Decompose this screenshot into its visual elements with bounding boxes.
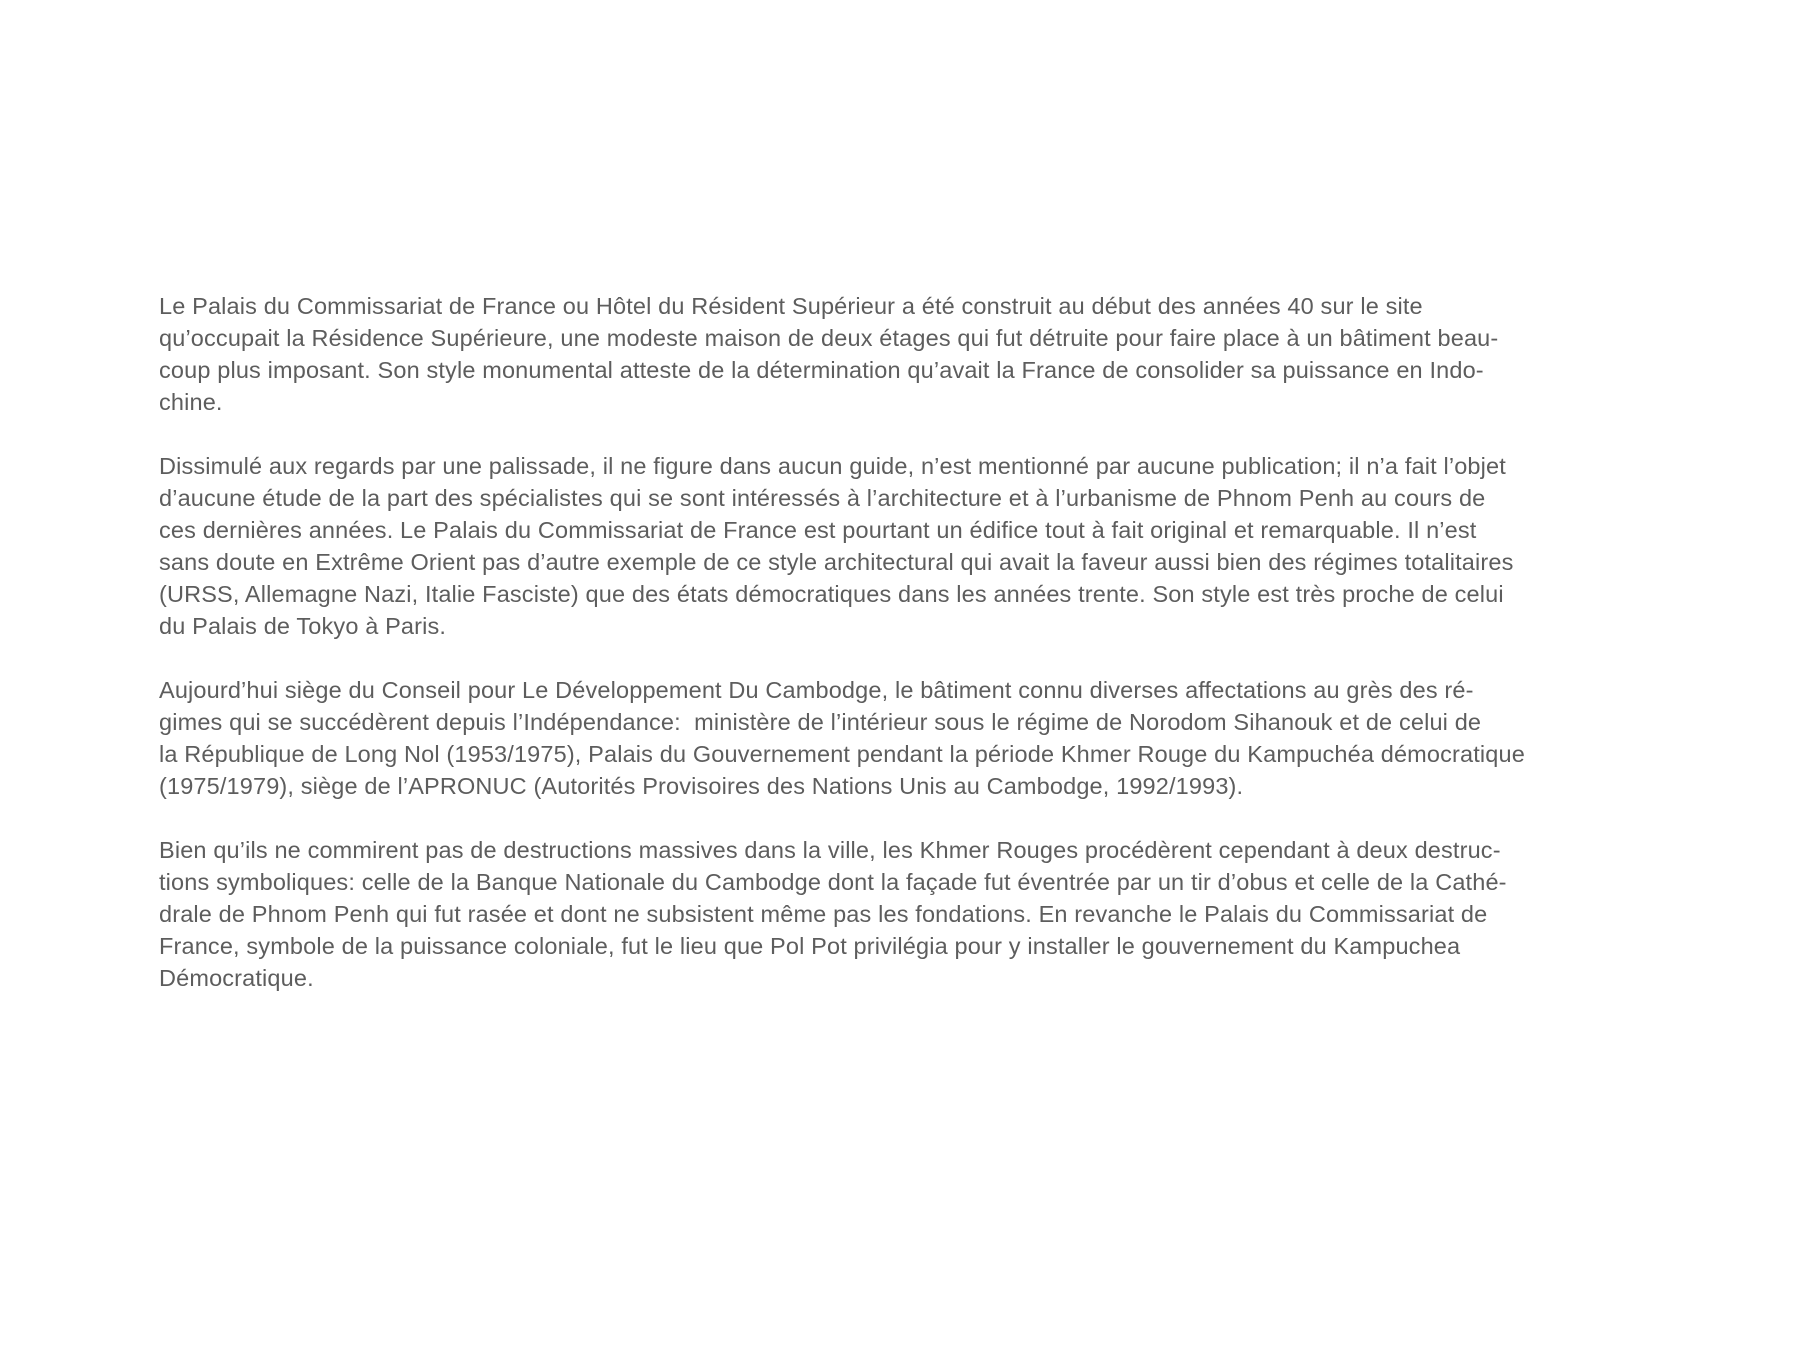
text-line: Le Palais du Commissariat de France ou Hôtel du Résident Supérieur a été construit au début des années 40 sur le site: [159, 293, 1423, 319]
paragraph-2: [159, 450, 1679, 642]
text-line: coup plus imposant. Son style monumental atteste de la détermination qu’avait la France de consolider sa puissance en Indo-: [159, 357, 1484, 383]
text-line: gimes qui se succédèrent depuis l’Indépendance: ministère de l’intérieur sous le régime de Norodom Sihanouk et de celui de: [159, 709, 1482, 735]
paragraph-1: [159, 290, 1679, 418]
text-line: Aujourd’hui siège du Conseil pour Le Développement Du Cambodge, le bâtiment connu diverses affectations au grès des ré-: [159, 677, 1474, 703]
body-text: [159, 290, 1679, 994]
text-line: du Palais de Tokyo à Paris.: [159, 613, 447, 639]
text-line: ces dernières années. Le Palais du Commissariat de France est pourtant un édifice tout à fait original et remarquable. Il n’est: [159, 517, 1477, 543]
text-line: sans doute en Extrême Orient pas d’autre exemple de ce style architectural qui avait la faveur aussi bien des régimes totalitaires: [159, 549, 1514, 575]
text-line: (1975/1979), siège de l’APRONUC (Autorités Provisoires des Nations Unis au Cambodge, 1992/1993).: [159, 773, 1244, 799]
text-line: tions symboliques: celle de la Banque Nationale du Cambodge dont la façade fut éventrée par un tir d’obus et celle de la Cathé-: [159, 869, 1507, 895]
text-line: drale de Phnom Penh qui fut rasée et dont ne subsistent même pas les fondations. En revanche le Palais du Commissariat de: [159, 901, 1488, 927]
text-line: Dissimulé aux regards par une palissade, il ne figure dans aucun guide, n’est mentionné par aucune publication; il n’a fait l’objet: [159, 453, 1506, 479]
text-line: Bien qu’ils ne commirent pas de destructions massives dans la ville, les Khmer Rouges procédèrent cependant à deux destruc-: [159, 837, 1501, 863]
text-line: France, symbole de la puissance coloniale, fut le lieu que Pol Pot privilégia pour y installer le gouvernement du Kampuchea: [159, 933, 1461, 959]
text-line: la République de Long Nol (1953/1975), Palais du Gouvernement pendant la période Khmer Rouge du Kampuchéa démocratique: [159, 741, 1525, 767]
text-line: Démocratique.: [159, 965, 314, 991]
text-line: chine.: [159, 389, 223, 415]
paragraph-4: [159, 834, 1679, 994]
text-line: d’aucune étude de la part des spécialistes qui se sont intéressés à l’architecture et à l’urbanisme de Phnom Penh au cours de: [159, 485, 1486, 511]
text-line: qu’occupait la Résidence Supérieure, une modeste maison de deux étages qui fut détruite pour faire place à un bâtiment beau-: [159, 325, 1499, 351]
text-line: (URSS, Allemagne Nazi, Italie Fasciste) que des états démocratiques dans les années trente. Son style est très proche de celui: [159, 581, 1504, 607]
paragraph-3: [159, 674, 1679, 802]
